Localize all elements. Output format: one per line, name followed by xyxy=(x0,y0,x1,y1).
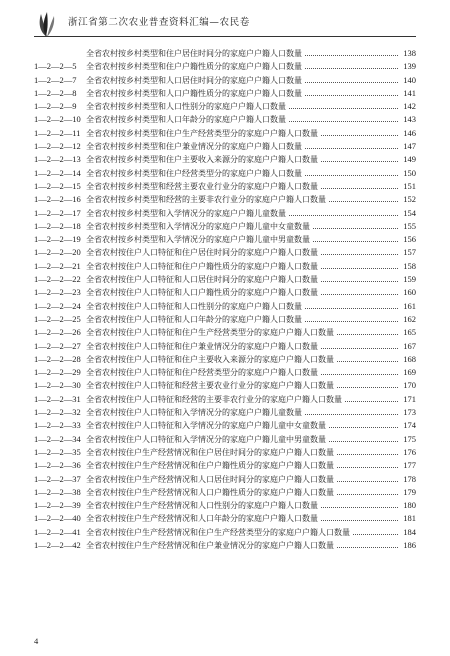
toc-entry-number: 1—2—2—7 xyxy=(34,74,77,85)
toc-entry-number: 1—2—2—41 xyxy=(34,526,81,537)
toc-entry-page: 140 xyxy=(398,74,416,87)
toc-entry-title: 全省农村按住户生产经营情况和人口居住时间分的家庭户户籍人口数量 xyxy=(86,473,336,486)
toc-entry-number: 1—2—2—39 xyxy=(34,500,81,511)
toc-entry-page: 169 xyxy=(398,366,416,379)
toc-entry-number: 1—2—2—37 xyxy=(34,473,81,484)
toc-entry-page: 165 xyxy=(398,326,416,339)
toc-entry-number: 1—2—2—40 xyxy=(34,513,81,524)
toc-entry-number: 1—2—2—16 xyxy=(34,194,81,205)
toc-entry-page: 154 xyxy=(398,207,416,220)
toc-entry-title: 全省农村按乡村类型和住户经营类型分的家庭户户籍人口数量 xyxy=(86,167,304,180)
page-number: 4 xyxy=(34,636,39,646)
toc-entry[interactable] xyxy=(34,526,416,539)
toc-entry-number: 1—2—2—9 xyxy=(34,101,77,112)
toc-entry[interactable] xyxy=(34,140,416,153)
toc-entry-title: 全省农村按住户生产经营情况和住户生产经营类型分的家庭户户籍人口数量 xyxy=(86,526,352,539)
toc-entry-page: 184 xyxy=(398,526,416,539)
toc-entry-title: 全省农村按住户人口特征和住户生产经营类型分的家庭户户籍人口数量 xyxy=(86,326,336,339)
toc-entry[interactable] xyxy=(34,406,416,419)
toc-entry-title: 全省农村按乡村类型和入学情况分的家庭户户籍儿童数量 xyxy=(86,207,288,220)
toc-entry-number: 1—2—2—18 xyxy=(34,220,81,231)
toc-entry-title: 全省农村按住户生产经营情况和人口年龄分的家庭户户籍人口数量 xyxy=(86,512,320,525)
toc-entry[interactable] xyxy=(34,313,416,326)
toc-entry-title: 全省农村按住户人口特征和住户兼业情况分的家庭户户籍人口数量 xyxy=(86,340,320,353)
toc-entry-page: 150 xyxy=(398,167,416,180)
toc-entry-page: 174 xyxy=(398,419,416,432)
toc-entry-number: 1—2—2—29 xyxy=(34,367,81,378)
toc-entry-page: 152 xyxy=(398,193,416,206)
toc-entry-title: 全省农村按住户人口特征和人口年龄分的家庭户户籍人口数量 xyxy=(86,313,304,326)
toc-entry-number: 1—2—2—8 xyxy=(34,87,77,98)
toc-entry-number: 1—2—2—13 xyxy=(34,154,81,165)
toc-entry-title: 全省农村按乡村类型和经营主要农业行业分的家庭户户籍人口数量 xyxy=(86,180,320,193)
toc-entry[interactable] xyxy=(34,246,416,259)
toc-entry[interactable] xyxy=(34,340,416,353)
toc-entry-title: 全省农村按住户人口特征和人口性别分的家庭户户籍人口数量 xyxy=(86,300,304,313)
toc-entry-title: 全省农村按乡村类型和住户生产经营类型分的家庭户户籍人口数量 xyxy=(86,127,320,140)
toc-entry-page: 179 xyxy=(398,486,416,499)
toc-entry-page: 173 xyxy=(398,406,416,419)
toc-entry[interactable] xyxy=(34,446,416,459)
toc-entry-number: 1—2—2—21 xyxy=(34,260,81,271)
toc-entry[interactable] xyxy=(34,47,416,60)
toc-entry[interactable] xyxy=(34,486,416,499)
toc-entry[interactable] xyxy=(34,539,416,552)
toc-entry-page: 160 xyxy=(398,286,416,299)
toc-entry[interactable] xyxy=(34,180,416,193)
toc-entry-title: 全省农村按乡村类型和入学情况分的家庭户户籍儿童中男童数量 xyxy=(86,233,312,246)
toc-entry-title: 全省农村按住户人口特征和经营的主要非农行业分的家庭户户籍人口数量 xyxy=(86,393,344,406)
toc-entry-page: 177 xyxy=(398,459,416,472)
toc-entry-number: 1—2—2—35 xyxy=(34,446,81,457)
toc-entry[interactable] xyxy=(34,273,416,286)
toc-entry-title: 全省农村按乡村类型和住户主要收入来源分的家庭户户籍人口数量 xyxy=(86,153,320,166)
toc-entry[interactable] xyxy=(34,193,416,206)
toc-entry-number: 1—2—2—11 xyxy=(34,127,81,138)
toc-entry-number: 1—2—2—42 xyxy=(34,539,81,550)
toc-entry-title: 全省农村按住户人口特征和入学情况分的家庭户户籍儿童中女童数量 xyxy=(86,419,328,432)
toc-entry-title: 全省农村按住户生产经营情况和住户居住时间分的家庭户户籍人口数量 xyxy=(86,446,336,459)
toc-entry-page: 146 xyxy=(398,127,416,140)
toc-entry-page: 149 xyxy=(398,153,416,166)
toc-entry-title: 全省农村按住户人口特征和住户居住时间分的家庭户户籍人口数量 xyxy=(86,246,320,259)
toc-entry-title: 全省农村按住户人口特征和住户户籍性质分的家庭户户籍人口数量 xyxy=(86,260,320,273)
toc-entry-title: 全省农村按乡村类型和人口年龄分的家庭户户籍人口数量 xyxy=(86,113,288,126)
toc-entry[interactable] xyxy=(34,326,416,339)
toc-entry[interactable] xyxy=(34,100,416,113)
toc-entry-number: 1—2—2—34 xyxy=(34,433,81,444)
toc-entry[interactable] xyxy=(34,60,416,73)
toc-entry-number: 1—2—2—32 xyxy=(34,407,81,418)
page-header xyxy=(0,0,450,40)
toc-entry-page: 180 xyxy=(398,499,416,512)
toc-entry[interactable] xyxy=(34,433,416,446)
toc-entry-number: 1—2—2—26 xyxy=(34,327,81,338)
toc-entry-page: 151 xyxy=(398,180,416,193)
toc-entry[interactable] xyxy=(34,419,416,432)
toc-entry-title: 全省农村按住户生产经营情况和住户兼业情况分的家庭户户籍人口数量 xyxy=(86,539,336,552)
toc-entry-page: 162 xyxy=(398,313,416,326)
toc-entry-number: 1—2—2—38 xyxy=(34,486,81,497)
toc-entry[interactable] xyxy=(34,300,416,313)
toc-entry-page: 171 xyxy=(398,393,416,406)
toc-entry-title: 全省农村按乡村类型和经营的主要非农行业分的家庭户户籍人口数量 xyxy=(86,193,328,206)
toc-entry-title: 全省农村按住户人口特征和住户经营类型分的家庭户户籍人口数量 xyxy=(86,366,320,379)
toc-entry-title: 全省农村按住户生产经营情况和住户户籍性质分的家庭户户籍人口数量 xyxy=(86,459,336,472)
toc-entry-page: 168 xyxy=(398,353,416,366)
table-of-contents xyxy=(34,47,416,552)
toc-entry[interactable] xyxy=(34,512,416,525)
toc-entry-title: 全省农村按住户生产经营情况和人口户籍性质分的家庭户户籍人口数量 xyxy=(86,486,336,499)
toc-entry-page: 161 xyxy=(398,300,416,313)
toc-entry-page: 139 xyxy=(398,60,416,73)
toc-entry[interactable] xyxy=(34,366,416,379)
toc-entry[interactable] xyxy=(34,220,416,233)
toc-entry[interactable] xyxy=(34,233,416,246)
toc-entry-page: 143 xyxy=(398,113,416,126)
toc-entry-page: 142 xyxy=(398,100,416,113)
toc-entry-number: 1—2—2—30 xyxy=(34,380,81,391)
toc-entry-number: 1—2—2—25 xyxy=(34,313,81,324)
toc-entry-page: 159 xyxy=(398,273,416,286)
toc-entry-title: 全省农村按乡村类型和入学情况分的家庭户户籍儿童中女童数量 xyxy=(86,220,312,233)
toc-entry-page: 167 xyxy=(398,340,416,353)
toc-entry[interactable] xyxy=(34,393,416,406)
toc-entry[interactable] xyxy=(34,127,416,140)
toc-entry-number: 1—2—2—24 xyxy=(34,300,81,311)
toc-entry-page: 138 xyxy=(398,47,416,60)
toc-entry-page: 175 xyxy=(398,433,416,446)
toc-entry[interactable] xyxy=(34,353,416,366)
toc-entry[interactable] xyxy=(34,260,416,273)
toc-entry[interactable] xyxy=(34,459,416,472)
toc-entry[interactable] xyxy=(34,379,416,392)
toc-entry-page: 170 xyxy=(398,379,416,392)
wheat-ear-icon xyxy=(34,10,60,38)
toc-entry-title: 全省农村按住户人口特征和住户主要收入来源分的家庭户户籍人口数量 xyxy=(86,353,336,366)
toc-entry-number: 1—2—2—14 xyxy=(34,167,81,178)
toc-entry[interactable] xyxy=(34,87,416,100)
toc-entry[interactable] xyxy=(34,167,416,180)
toc-entry-title: 全省农村按乡村类型和住户兼业情况分的家庭户户籍人口数量 xyxy=(86,140,304,153)
toc-entry-title: 全省农村按住户人口特征和入学情况分的家庭户户籍儿童数量 xyxy=(86,406,304,419)
toc-entry[interactable] xyxy=(34,74,416,87)
toc-entry-number: 1—2—2—28 xyxy=(34,353,81,364)
header-rule xyxy=(34,36,416,37)
toc-entry-page: 181 xyxy=(398,512,416,525)
toc-entry-title: 全省农村按住户生产经营情况和人口性别分的家庭户户籍人口数量 xyxy=(86,499,320,512)
toc-entry-page: 141 xyxy=(398,87,416,100)
toc-entry-title: 全省农村按乡村类型和住户居住时间分的家庭户户籍人口数量 xyxy=(86,47,304,60)
toc-entry[interactable] xyxy=(34,286,416,299)
toc-entry-page: 156 xyxy=(398,233,416,246)
header-title: 浙江省第二次农业普查资料汇编—农民卷 xyxy=(68,17,250,28)
toc-entry-number: 1—2—2—20 xyxy=(34,247,81,258)
toc-entry-number: 1—2—2—17 xyxy=(34,207,81,218)
toc-entry-title: 全省农村按住户人口特征和入学情况分的家庭户户籍儿童中男童数量 xyxy=(86,433,328,446)
toc-entry-title: 全省农村按乡村类型和人口居住时间分的家庭户户籍人口数量 xyxy=(86,74,304,87)
toc-entry-page: 158 xyxy=(398,260,416,273)
toc-entry-number: 1—2—2—5 xyxy=(34,61,77,72)
toc-entry-number: 1—2—2—27 xyxy=(34,340,81,351)
toc-entry-number: 1—2—2—19 xyxy=(34,234,81,245)
toc-entry-number: 1—2—2—33 xyxy=(34,420,81,431)
toc-entry-page: 157 xyxy=(398,246,416,259)
toc-entry-number: 1—2—2—12 xyxy=(34,141,81,152)
toc-entry-number: 1—2—2—23 xyxy=(34,287,81,298)
toc-entry[interactable] xyxy=(34,113,416,126)
toc-entry[interactable] xyxy=(34,473,416,486)
toc-entry-number: 1—2—2—15 xyxy=(34,180,81,191)
toc-entry-number: 1—2—2—10 xyxy=(34,114,81,125)
toc-entry-page: 147 xyxy=(398,140,416,153)
toc-entry-number: 1—2—2—31 xyxy=(34,393,81,404)
toc-entry[interactable] xyxy=(34,153,416,166)
toc-entry-page: 178 xyxy=(398,473,416,486)
toc-entry-title: 全省农村按住户人口特征和经营主要农业行业分的家庭户户籍人口数量 xyxy=(86,379,336,392)
toc-entry-title: 全省农村按乡村类型和住户户籍性质分的家庭户户籍人口数量 xyxy=(86,60,304,73)
toc-entry[interactable] xyxy=(34,207,416,220)
toc-entry-title: 全省农村按乡村类型和人口性别分的家庭户户籍人口数量 xyxy=(86,100,288,113)
toc-entry-title: 全省农村按住户人口特征和人口居住时间分的家庭户户籍人口数量 xyxy=(86,273,320,286)
toc-entry[interactable] xyxy=(34,499,416,512)
toc-entry-title: 全省农村按住户人口特征和人口户籍性质分的家庭户户籍人口数量 xyxy=(86,286,320,299)
toc-entry-page: 176 xyxy=(398,446,416,459)
toc-entry-page: 155 xyxy=(398,220,416,233)
toc-entry-title: 全省农村按乡村类型和人口户籍性质分的家庭户户籍人口数量 xyxy=(86,87,304,100)
toc-entry-page: 186 xyxy=(398,539,416,552)
toc-entry-number: 1—2—2—22 xyxy=(34,274,81,285)
toc-entry-number: 1—2—2—36 xyxy=(34,460,81,471)
